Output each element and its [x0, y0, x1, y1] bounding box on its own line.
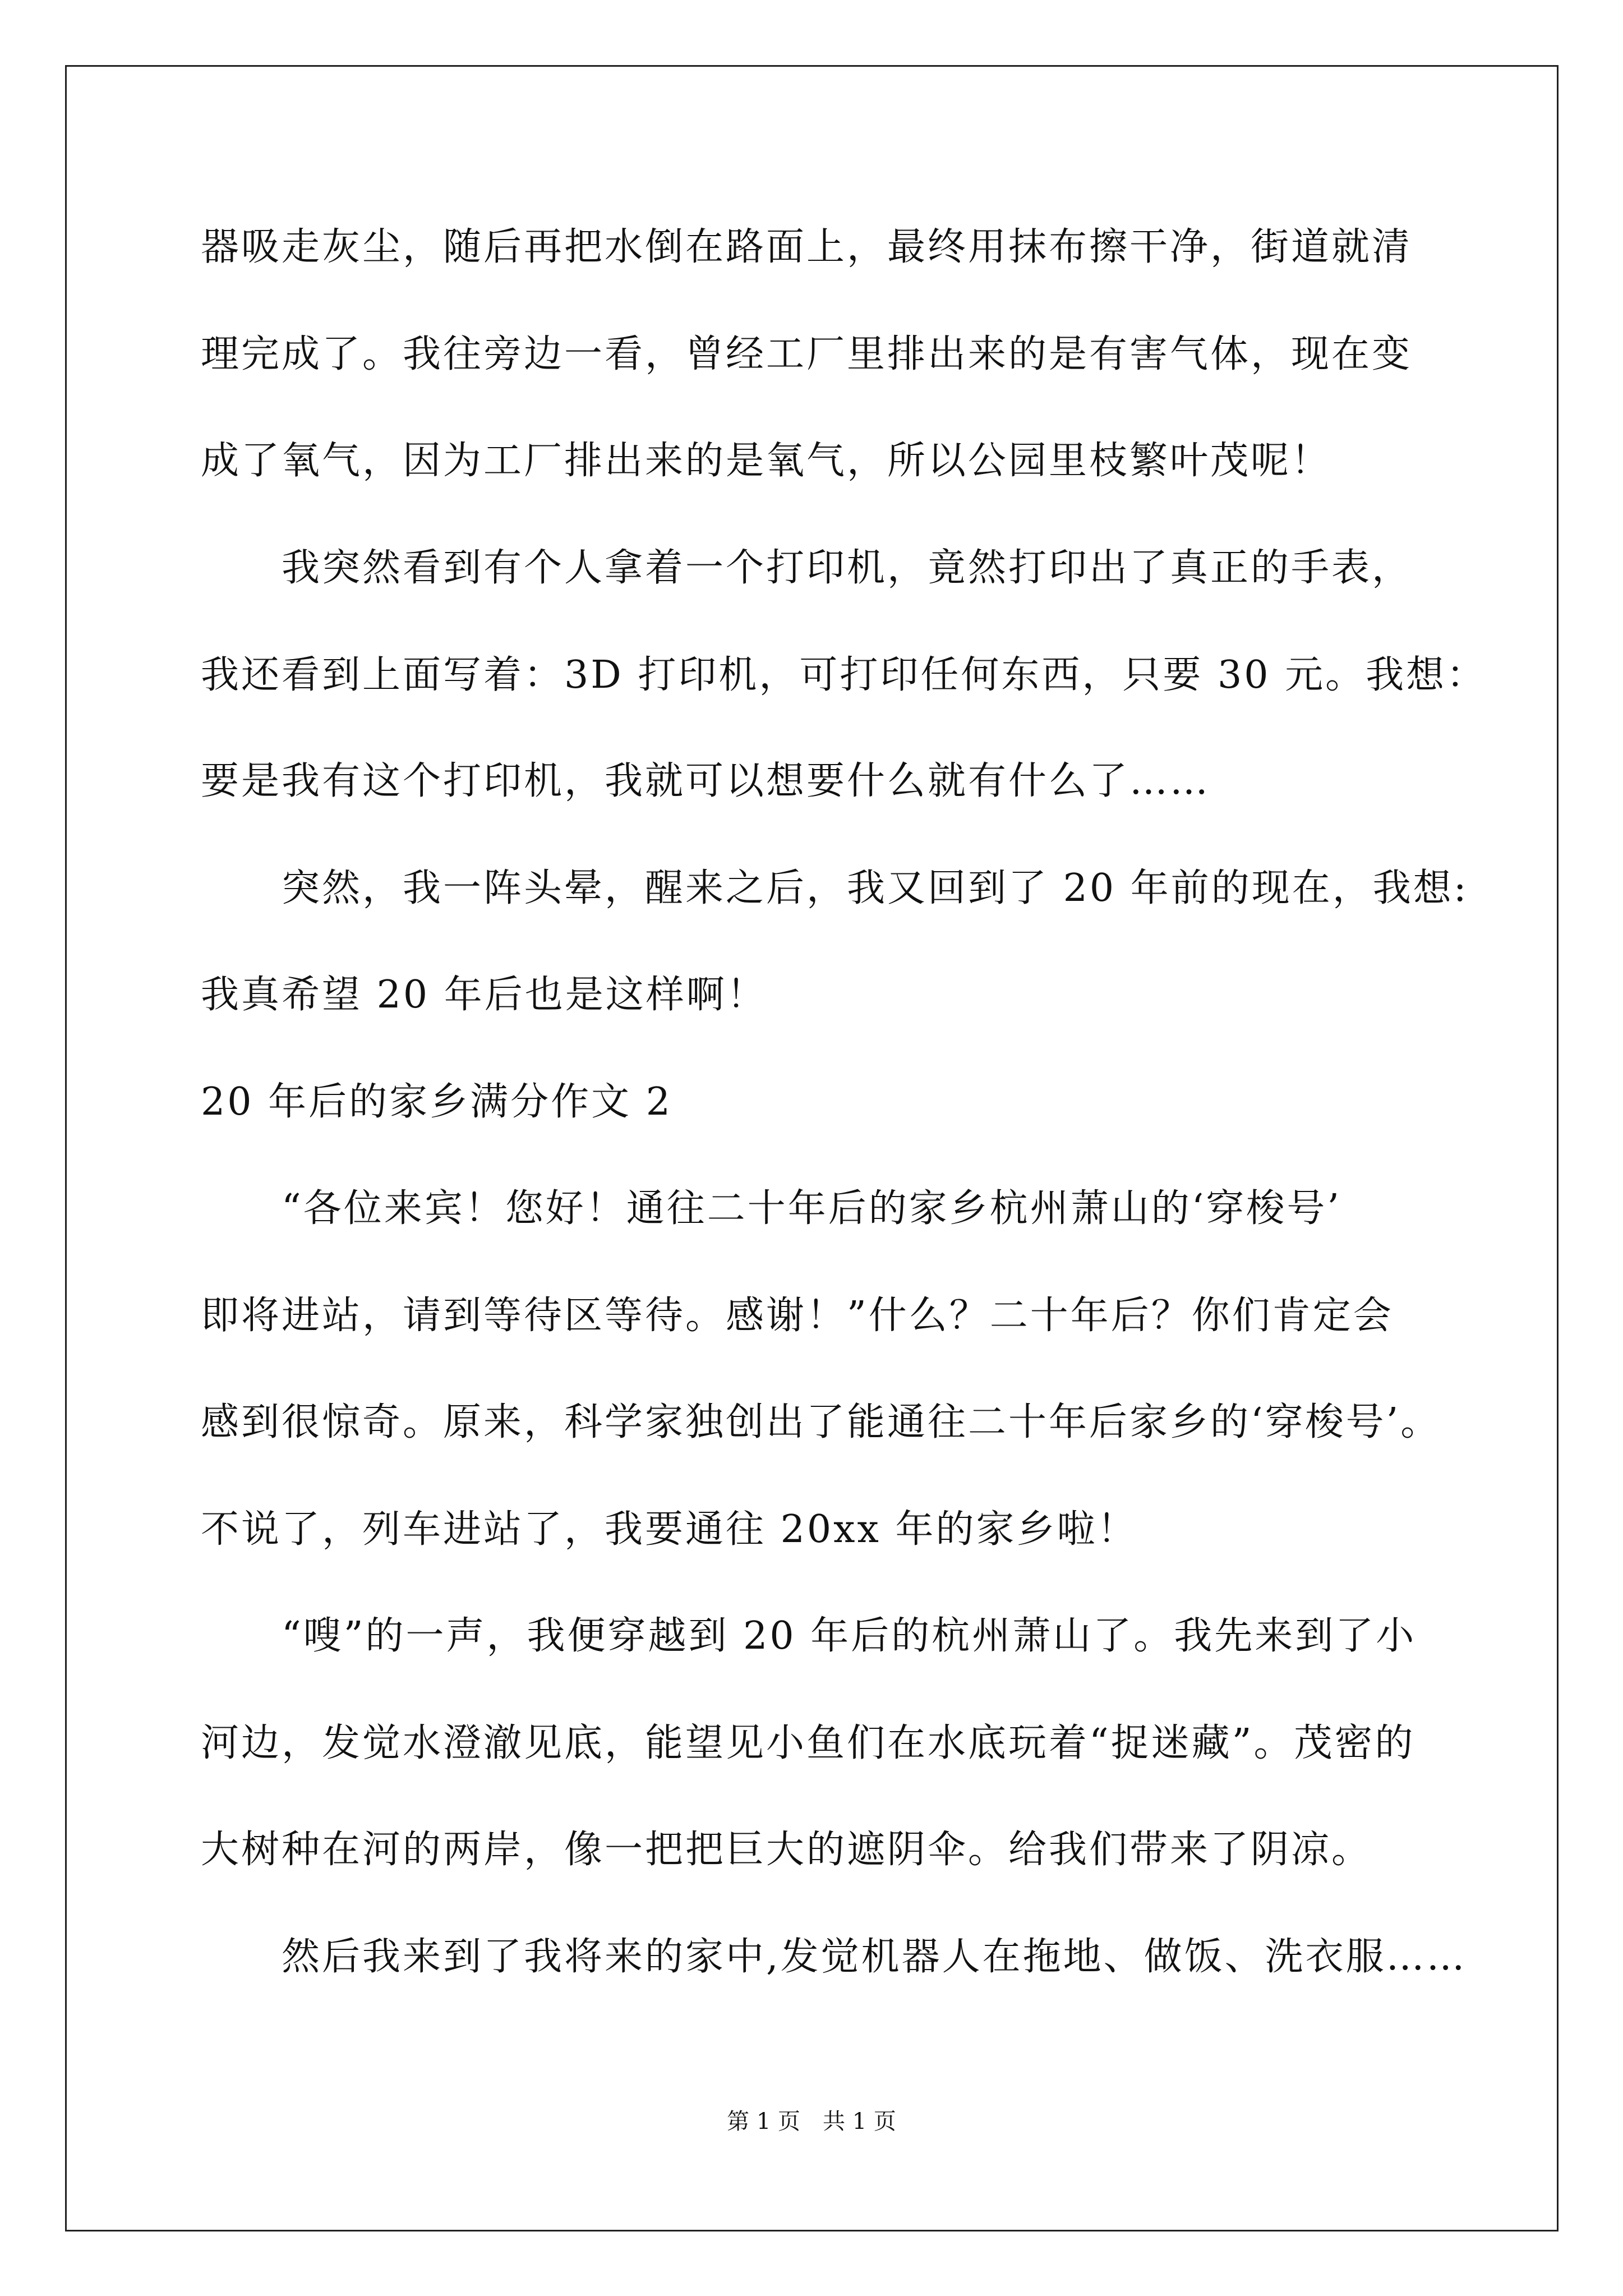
page-frame [65, 65, 1559, 2231]
text-line-14: “嗖”的一声，我便穿越到 20 年后的杭州萧山了。我先来到了小 [201, 1614, 1417, 1658]
text-line-10: “各位来宾！您好！通往二十年后的家乡杭州萧山的‘穿梭号’ [201, 1186, 1341, 1231]
text-line-8: 我真希望 20 年后也是这样啊！ [201, 973, 767, 1017]
text-line-15: 河边，发觉水澄澈见底，能望见小鱼们在水底玩着“捉迷藏”。茂密的 [201, 1721, 1415, 1765]
text-line-1: 器吸走灰尘，随后再把水倒在路面上，最终用抹布擦干净，街道就清 [201, 225, 1413, 269]
text-line-7: 突然，我一阵头晕，醒来之后，我又回到了 20 年前的现在，我想: [201, 866, 1469, 910]
text-line-11: 即将进站，请到等待区等待。感谢！”什么？二十年后？你们肯定会 [201, 1294, 1394, 1338]
text-line-2: 理完成了。我往旁边一看，曾经工厂里排出来的是有害气体，现在变 [201, 332, 1413, 376]
page-number-footer: 第 1 页 共 1 页 [727, 2109, 896, 2134]
section-heading: 20 年后的家乡满分作文 2 [201, 1080, 673, 1124]
text-line-12: 感到很惊奇。原来，科学家独创出了能通往二十年后家乡的‘穿梭号’。 [201, 1400, 1441, 1444]
text-line-5: 我还看到上面写着：3D 打印机，可打印任何东西，只要 30 元。我想： [201, 653, 1487, 697]
text-line-13: 不说了，列车进站了，我要通往 20xx 年的家乡啦！ [201, 1507, 1138, 1552]
text-line-6: 要是我有这个打印机，我就可以想要什么就有什么了…… [201, 759, 1211, 803]
text-line-16: 大树种在河的两岸，像一把把巨大的遮阴伞。给我们带来了阴凉。 [201, 1828, 1372, 1872]
text-line-3: 成了氧气，因为工厂排出来的是氧气，所以公园里枝繁叶茂呢！ [201, 439, 1332, 483]
text-line-17: 然后我来到了我将来的家中,发觉机器人在拖地、做饭、洗衣服…… [201, 1935, 1467, 1979]
text-line-4: 我突然看到有个人拿着一个打印机，竟然打印出了真正的手表， [201, 546, 1413, 590]
